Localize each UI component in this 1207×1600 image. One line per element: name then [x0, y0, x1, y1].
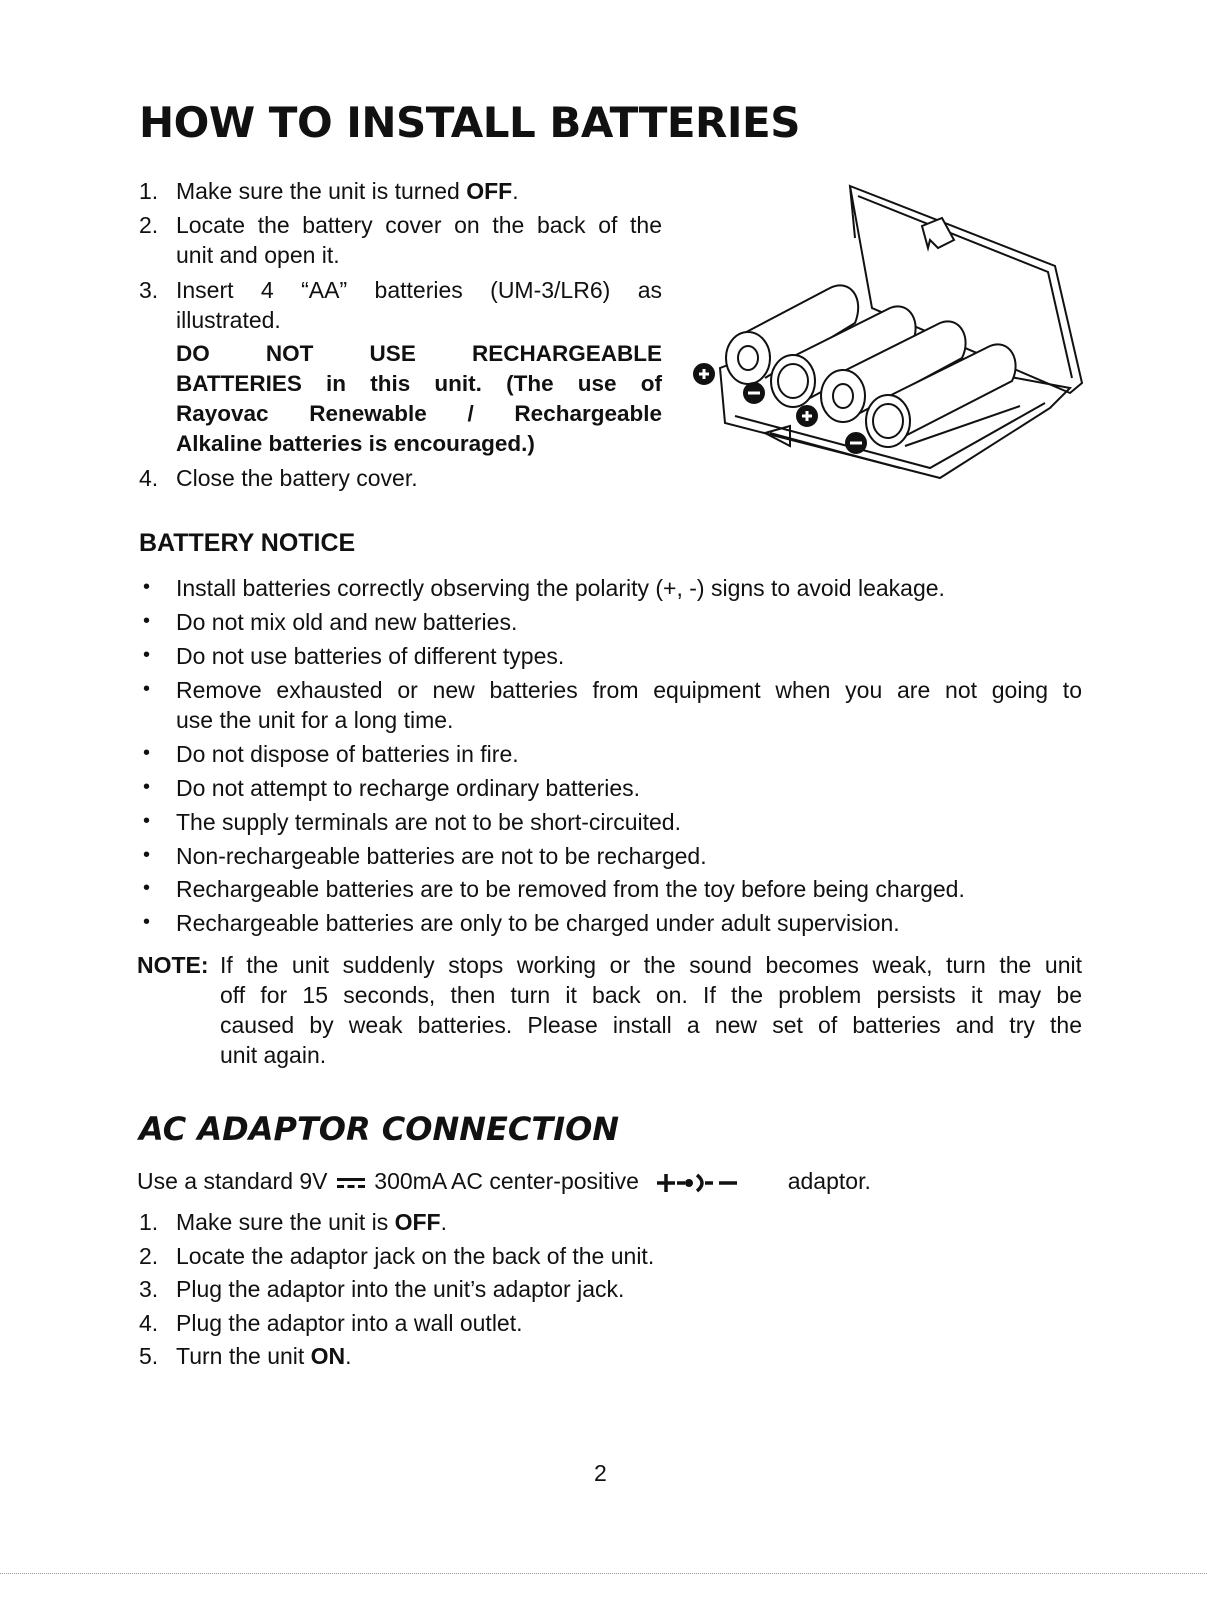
minus-sign-icon [744, 383, 764, 403]
bullet-icon: • [143, 877, 151, 899]
bullet-icon: • [143, 844, 151, 866]
list-item: The supply terminals are not to be short-circuited. [176, 809, 681, 835]
install-step-2-line-2: unit and open it. [176, 242, 340, 268]
list-item: Do not dispose of batteries in fire. [176, 741, 519, 767]
list-item: Rechargeable batteries are only to be charged under adult supervision. [176, 910, 900, 936]
list-item: Remove exhausted or new batteries from equipment when you are not going to [176, 677, 1082, 703]
bullet-icon: • [143, 576, 151, 598]
ac-intro: Use a standard 9V 300mA AC center-positive adaptor. [137, 1168, 871, 1194]
list-item: Do not mix old and new batteries. [176, 609, 518, 635]
list-item: Rechargeable batteries are to be removed from the toy before being charged. [176, 876, 965, 902]
battery-notice-heading: BATTERY NOTICE [139, 529, 356, 557]
bullet-icon: • [143, 678, 151, 700]
list-item-continuation: use the unit for a long time. [176, 707, 454, 733]
note-label: NOTE: [137, 952, 209, 978]
list-item: Do not use batteries of different types. [176, 643, 565, 669]
note-line-1: If the unit suddenly stops working or the sound becomes weak, turn the unit [220, 952, 1082, 978]
install-step-2-line-1: Locate the battery cover on the back of the [176, 212, 662, 238]
minus-sign-icon [846, 433, 866, 453]
bullet-icon: • [143, 776, 151, 798]
battery-compartment-illustration [690, 178, 1090, 488]
bullet-icon: • [143, 911, 151, 933]
note-line-2: off for 15 seconds, then turn it back on. If the problem persists it may be [220, 982, 1082, 1008]
install-step-3-line-1: Insert 4 “AA” batteries (UM-3/LR6) as [176, 277, 662, 303]
install-step-3-line-2: illustrated. [176, 307, 281, 333]
note-line-3: caused by weak batteries. Please install a new set of batteries and try the [220, 1012, 1082, 1038]
warning-line-4: Alkaline batteries is encouraged.) [176, 431, 535, 456]
bullet-icon: • [143, 742, 151, 764]
list-item: Install batteries correctly observing the polarity (+, -) signs to avoid leakage. [176, 575, 945, 601]
page-number: 2 [594, 1460, 607, 1486]
plus-sign-icon [797, 406, 817, 426]
warning-line-3: Rayovac Renewable / Rechargeable [176, 401, 662, 426]
page-title: HOW TO INSTALL BATTERIES [139, 98, 800, 147]
bullet-icon: • [143, 644, 151, 666]
plus-sign-icon [694, 364, 714, 384]
warning-line-1: DO NOT USE RECHARGEABLE [176, 341, 662, 366]
scan-edge-divider [0, 1573, 1207, 1574]
dc-symbol-icon [336, 1175, 366, 1191]
list-item: Do not attempt to recharge ordinary batteries. [176, 775, 641, 801]
bullet-icon: • [143, 810, 151, 832]
list-item: Non-rechargeable batteries are not to be recharged. [176, 843, 707, 869]
note-line-4: unit again. [220, 1042, 327, 1068]
bullet-icon: • [143, 610, 151, 632]
center-positive-polarity-icon [653, 1171, 773, 1195]
ac-adaptor-heading: AC ADAPTOR CONNECTION [139, 1110, 620, 1148]
warning-line-2: BATTERIES in this unit. (The use of [176, 371, 662, 396]
